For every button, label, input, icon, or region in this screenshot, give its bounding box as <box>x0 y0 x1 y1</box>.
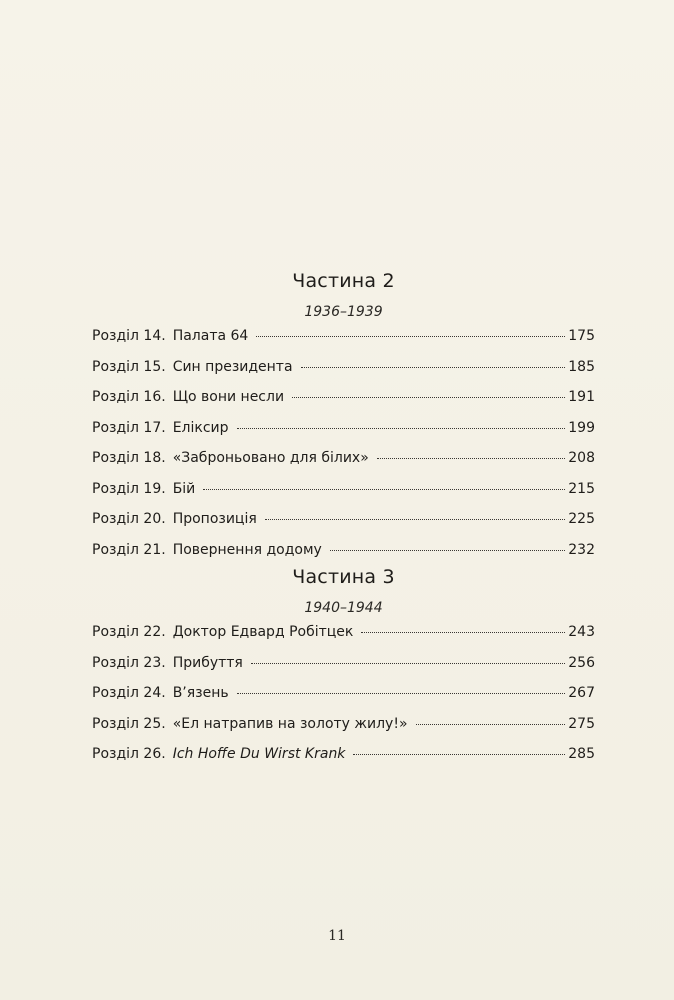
chapter-title: Бій <box>172 480 196 497</box>
chapter-title: Пропозиція <box>172 511 257 527</box>
chapter-title: Доктор Едвард Робітцек <box>172 624 354 640</box>
chapter-number: Розділ 18. <box>92 450 166 466</box>
toc-entry[interactable] <box>92 716 595 747</box>
part-years: 1940–1944 <box>304 600 383 616</box>
chapter-number: Розділ 25. <box>92 715 166 732</box>
toc-entry[interactable] <box>92 655 595 686</box>
chapter-title: Прибуття <box>172 654 243 671</box>
chapter-number: Розділ 26. <box>92 746 166 762</box>
chapter-number: Розділ 24. <box>92 685 166 701</box>
page-ref: 175 <box>568 328 595 344</box>
chapter-number: Розділ 21. <box>92 541 166 558</box>
part-title: Частина 3 <box>292 566 395 588</box>
dot-leader <box>237 428 566 429</box>
dot-leader <box>256 336 565 337</box>
page-ref: 267 <box>568 685 595 701</box>
toc-entry[interactable] <box>92 420 595 451</box>
dot-leader <box>292 397 565 398</box>
chapter-title: «Заброньовано для білих» <box>172 450 369 466</box>
part-title: Частина 2 <box>292 270 395 292</box>
chapter-number: Розділ 20. <box>92 511 166 527</box>
chapter-title: Еліксир <box>172 419 229 436</box>
part-3-section <box>92 566 595 777</box>
chapter-title: Ich Hoffe Du Wirst Krank <box>172 746 346 762</box>
dot-leader <box>330 550 565 551</box>
page-ref: 215 <box>568 480 595 497</box>
chapter-number: Розділ 23. <box>92 654 166 671</box>
chapter-title: «Ел натрапив на золоту жилу!» <box>172 715 408 732</box>
dot-leader <box>361 632 565 633</box>
toc-list <box>92 624 595 777</box>
page-number: 11 <box>328 928 346 944</box>
chapter-title: Повернення додому <box>172 541 322 558</box>
chapter-title: Палата 64 <box>172 328 249 344</box>
page-ref: 191 <box>568 389 595 405</box>
page-ref: 285 <box>568 746 595 762</box>
toc-list <box>92 328 595 572</box>
toc-entry[interactable] <box>92 481 595 512</box>
toc-entry[interactable] <box>92 624 595 655</box>
page-ref: 208 <box>568 450 595 466</box>
toc-entry[interactable] <box>92 389 595 420</box>
page-ref: 185 <box>568 358 595 375</box>
dot-leader <box>377 458 565 459</box>
page-ref: 275 <box>568 715 595 732</box>
dot-leader <box>251 663 565 664</box>
part-2-section <box>92 270 595 572</box>
dot-leader <box>237 693 566 694</box>
chapter-title: В’язень <box>172 685 229 701</box>
dot-leader <box>353 754 565 755</box>
chapter-number: Розділ 14. <box>92 328 166 344</box>
toc-entry[interactable] <box>92 450 595 481</box>
toc-entry[interactable] <box>92 359 595 390</box>
toc-entry[interactable] <box>92 746 595 777</box>
chapter-title: Що вони несли <box>172 389 285 405</box>
chapter-number: Розділ 17. <box>92 419 166 436</box>
chapter-title: Син президента <box>172 358 293 375</box>
toc-entry[interactable] <box>92 685 595 716</box>
page-ref: 243 <box>568 624 595 640</box>
page-ref: 225 <box>568 511 595 527</box>
dot-leader <box>416 724 566 725</box>
dot-leader <box>203 489 565 490</box>
toc-entry[interactable] <box>92 328 595 359</box>
toc-entry[interactable] <box>92 511 595 542</box>
chapter-number: Розділ 16. <box>92 389 166 405</box>
dot-leader <box>265 519 565 520</box>
chapter-number: Розділ 19. <box>92 480 166 497</box>
page-ref: 256 <box>568 654 595 671</box>
chapter-number: Розділ 22. <box>92 624 166 640</box>
part-years: 1936–1939 <box>304 304 383 320</box>
page-ref: 232 <box>568 541 595 558</box>
page-ref: 199 <box>568 419 595 436</box>
dot-leader <box>301 367 566 368</box>
chapter-number: Розділ 15. <box>92 358 166 375</box>
